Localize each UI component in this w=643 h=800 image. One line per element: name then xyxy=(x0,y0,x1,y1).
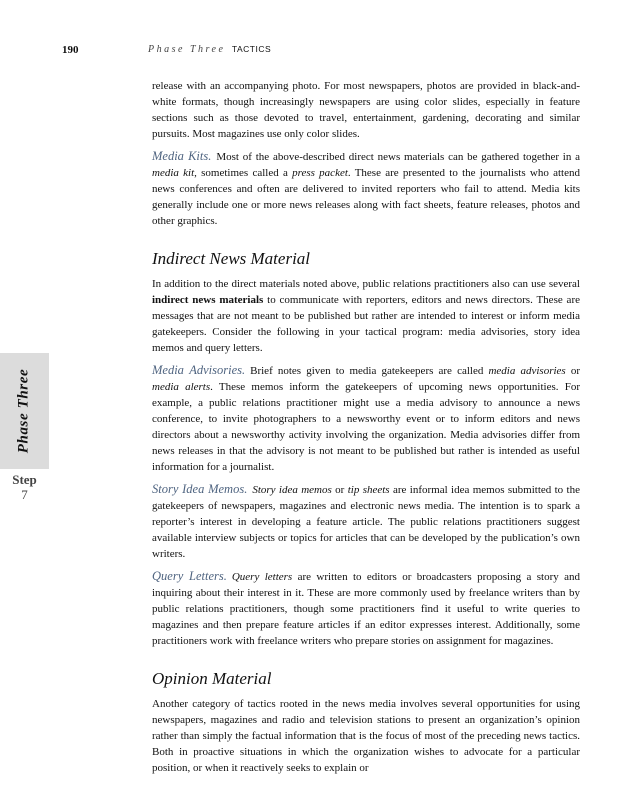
media-advisories-term-1: media advisories xyxy=(488,365,566,377)
phase-side-tab xyxy=(0,353,49,469)
media-advisories-text-1: Brief notes given to media gatekeepers are called xyxy=(250,365,489,377)
paragraph-opinion: Another category of tactics rooted in the news media involves several opportunities for using newspapers, magazines and radio and television stations to present an organization’s opinion rather than simply the factual information that is the focus of most of the preceding news tactics. Both in proactive situations in which the organization wishes to advocate for a particular position, or when it reactively seeks to explain or xyxy=(152,698,580,774)
indirect-text-1: In addition to the direct materials noted above, public relations practitioners also can use several xyxy=(152,278,580,290)
paragraph-story-idea xyxy=(152,481,580,562)
media-advisories-term-2: media alerts xyxy=(152,381,211,393)
step-label: Step xyxy=(12,472,37,487)
story-idea-text-2: are informal idea memos submitted to the gatekeepers of newspapers, magazines and electronic news media. The intention is to spark a reporter’s interest in developing a feature article. The public relations practitioners suggest available interview subjects or topics for articles that can be developed by the publication’s own writers. xyxy=(152,484,580,560)
section-heading-indirect: Indirect News Material xyxy=(152,249,311,268)
step-marker xyxy=(0,472,49,502)
running-header xyxy=(0,44,643,64)
story-idea-text-1: or xyxy=(331,484,348,496)
indirect-key-term: indirect news materials xyxy=(152,294,264,306)
running-section: TACTICS xyxy=(231,44,272,54)
page-number: 190 xyxy=(62,44,79,56)
page-body xyxy=(152,78,580,776)
paragraph-indirect xyxy=(152,276,580,356)
story-idea-term-1: Story idea memos xyxy=(252,484,332,496)
paragraph-photo-release: release with an accompanying photo. For most newspapers, photos are provided in black-and-white formats, though increasingly newspapers are using color slides, especially in feature sections such as those devoted to travel, entertainment, gardening, decorating and similar pursuits. Most magazines use only color slides. xyxy=(152,80,580,140)
media-kits-term-2: press packet xyxy=(292,167,348,179)
media-kits-heading: Media Kits. xyxy=(152,149,212,163)
side-tab-phase: Phase Three xyxy=(15,368,32,454)
paragraph-media-advisories xyxy=(152,362,580,475)
media-kits-text-1: Most of the above-described direct news materials can be gathered together in a xyxy=(216,151,580,163)
query-letters-term: Query letters xyxy=(231,571,293,583)
media-kits-text-3: . These are presented to the journalists who attend news conferences and often are delivered to invited reporters who fail to attend. Media kits generally include one or more news releases along with fact sheets, feature releases, photos and other graphics. xyxy=(152,167,580,227)
media-advisories-heading: Media Advisories. xyxy=(152,363,246,377)
media-kits-term-1: media kit xyxy=(152,167,195,179)
media-advisories-text-2: or xyxy=(565,365,580,377)
query-letters-text: are written to editors or broadcasters proposing a story and inquiring about their interest in it. These are more commonly used by freelance writers than by public relations practitioners, though some practitioners find it useful to write queries to magazines and then prepare feature articles if an editor expresses interest. Additionally, some practitioners work with freelance writers who prepare stories on assignment for magazines. xyxy=(152,571,581,647)
media-advisories-text-3: . These memos inform the gatekeepers of upcoming news opportunities. For example, a public relations practitioner might use a media advisory to announce a news conference, to invite photographers to a newsworthy event or to inform editors and news directors about a newsworthy activity involving the organization. Media advisories differ from news releases in that the advisory is not meant to be published but rather is intended as useful information for a journalist. xyxy=(152,381,580,473)
story-idea-term-2: tip sheets xyxy=(347,484,390,496)
story-idea-heading: Story Idea Memos. xyxy=(152,482,248,496)
query-letters-heading: Query Letters. xyxy=(152,569,227,583)
running-phase: Phase Three xyxy=(148,44,226,55)
running-title xyxy=(148,44,271,55)
step-number: 7 xyxy=(21,487,28,502)
indirect-text-2: to communicate with reporters, editors and news directors. These are messages that are not meant to be published but rather are intended to interest or inform media gatekeepers. Consider the following in your tactical program: media advisories, story idea memos and query letters. xyxy=(152,294,580,354)
section-heading-opinion: Opinion Material xyxy=(152,669,272,688)
media-kits-text-2: , sometimes called a xyxy=(194,167,293,179)
paragraph-query-letters xyxy=(152,568,580,649)
paragraph-media-kits xyxy=(152,148,580,229)
